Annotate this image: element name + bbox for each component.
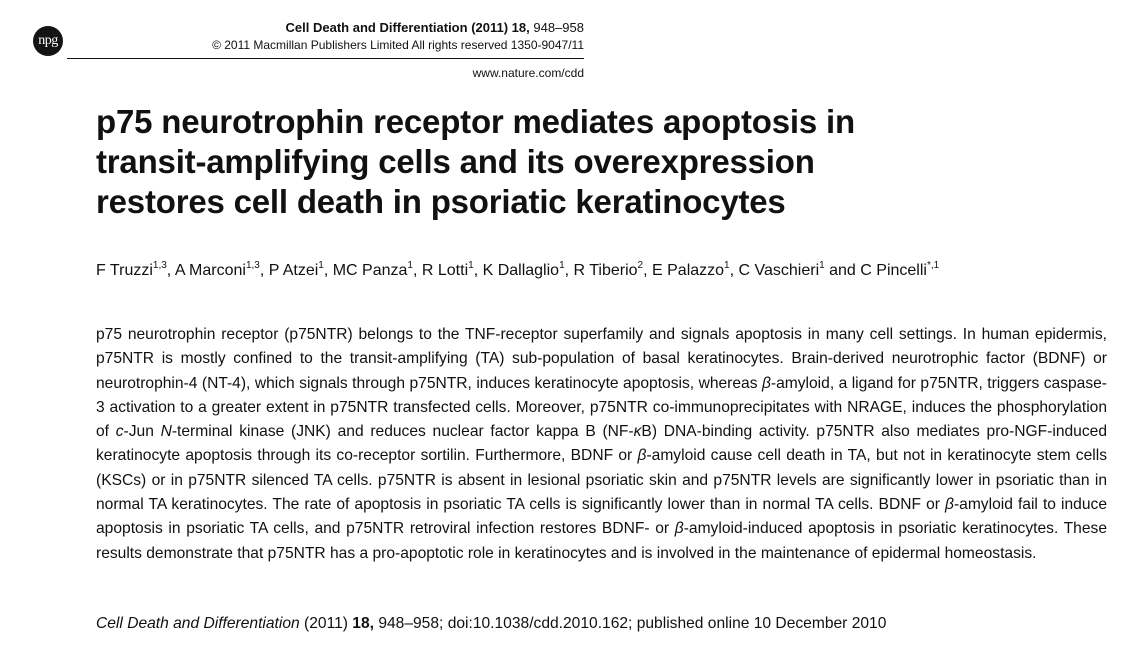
author-affiliation: 2	[637, 260, 644, 271]
abstract-run: p75 neurotrophin receptor (p75NTR) belongs to the TNF-receptor superfamily and signals apoptosis in many cell settings. In human epidermis, p75NTR is mostly confined to the transit-amplifying (TA) sub-population of basal keratinocytes. Brain-derived neurotrophic factor (BDNF) or neurotrophin-4 (NT-4), which signals through p75NTR, induces keratinocyte apoptosis, whereas	[96, 326, 1107, 392]
author	[860, 262, 939, 279]
abstract-run: -amyloid fail to induce apoptosis in psoriatic TA cells, and p75NTR retroviral infection restores BDNF- or	[96, 496, 1107, 538]
author-name: F Truzzi	[96, 262, 153, 279]
journal-pages: 948–958	[533, 20, 584, 35]
author-affiliation: 1	[468, 260, 474, 271]
journal-name: Cell Death and Differentiation	[285, 20, 468, 35]
author	[422, 262, 474, 279]
abstract-run: β	[674, 520, 684, 538]
abstract-run: -Jun	[123, 423, 161, 441]
author-name: C Vaschieri	[738, 262, 820, 279]
npg-logo: npg	[33, 26, 63, 56]
author-separator: ,	[166, 262, 175, 279]
abstract-run: -amyloid cause cell death in TA, but not in keratinocyte stem cells (KSCs) or in p75NTR silenced TA cells. p75NTR is absent in lesional psoriatic skin and p75NTR levels are significantly lower in psoriatic than in normal TA keratinocytes. The rate of apoptosis in psoriatic TA cells is significantly lower than in normal TA cells. BDNF or	[96, 447, 1108, 514]
journal-year-volume: (2011) 18,	[471, 20, 530, 35]
journal-header	[212, 20, 584, 53]
author-separator: ,	[323, 262, 333, 279]
author-name: E Palazzo	[652, 262, 725, 279]
title-line: transit-amplifying cells and its overexpression	[96, 143, 815, 180]
citation-run: (2011)	[299, 615, 353, 632]
abstract-text	[96, 323, 1107, 566]
abstract-run: β	[945, 496, 954, 514]
author-name: R Tiberio	[573, 262, 638, 279]
journal-reference	[212, 20, 584, 35]
author-affiliation: 1	[724, 260, 730, 271]
author-separator: ,	[259, 262, 269, 279]
author	[269, 262, 324, 279]
journal-url[interactable]: www.nature.com/cdd	[472, 66, 584, 80]
article-title	[96, 102, 1056, 222]
author-affiliation: 1	[819, 260, 825, 271]
author	[175, 262, 260, 279]
author-separator: ,	[729, 262, 739, 279]
citation-line	[96, 615, 886, 633]
author-affiliation: 1,3	[245, 260, 260, 271]
abstract-run: B) DNA-binding activity. p75NTR also mediates pro-NGF-induced keratinocyte apoptosis through its co-receptor sortilin. Furthermore, BDNF or	[96, 423, 1107, 465]
author	[739, 262, 825, 279]
author-affiliation: 1	[559, 260, 565, 271]
author-list	[96, 262, 939, 280]
citation-run: Cell Death and Differentiation	[96, 615, 300, 632]
author	[652, 262, 730, 279]
copyright-line: © 2011 Macmillan Publishers Limited All rights reserved 1350-9047/11	[212, 38, 584, 52]
author	[333, 262, 413, 279]
citation-run: 18,	[352, 615, 374, 632]
author-affiliation: 1,3	[152, 260, 167, 271]
author-separator: ,	[473, 262, 483, 279]
abstract-run: N	[160, 423, 172, 441]
author-separator: ,	[564, 262, 574, 279]
author-affiliation: *,1	[926, 260, 940, 271]
author-affiliation: 1	[407, 260, 413, 271]
abstract-run: β	[761, 374, 771, 392]
author	[574, 262, 644, 279]
author-separator: ,	[643, 262, 652, 279]
author-name: R Lotti	[421, 262, 469, 279]
author-separator: and	[824, 262, 861, 279]
abstract-run: β	[637, 447, 647, 465]
citation-run: 948–958; doi:10.1038/cdd.2010.162; published online 10 December 2010	[373, 615, 887, 632]
abstract	[96, 323, 1107, 566]
author-separator: ,	[412, 262, 422, 279]
abstract-run: -terminal kinase (JNK) and reduces nuclear factor kappa B (NF-	[171, 423, 634, 441]
author-name: P Atzei	[268, 262, 319, 279]
author-name: K Dallaglio	[482, 262, 560, 279]
abstract-run: -amyloid, a ligand for p75NTR, triggers caspase-3 activation to a greater extent in p75NTR transfected cells. Moreover, p75NTR co-immunoprecipitates with NRAGE, induces the phosphorylation of	[96, 374, 1107, 441]
abstract-run: κ	[633, 423, 642, 441]
title-line: p75 neurotrophin receptor mediates apoptosis in	[96, 103, 855, 140]
author-name: MC Panza	[332, 262, 408, 279]
author-affiliation: 1	[318, 260, 324, 271]
author-name: C Pincelli	[860, 262, 927, 279]
abstract-run: c	[115, 423, 124, 441]
author	[483, 262, 565, 279]
abstract-run: -amyloid-induced apoptosis in psoriatic keratinocytes. These results demonstrate that p75NTR has a pro-apoptotic role in keratinocytes and is involved in the maintenance of epidermal homeostasis.	[96, 520, 1107, 562]
author-name: A Marconi	[174, 262, 246, 279]
header-divider	[67, 58, 584, 59]
title-line: restores cell death in psoriatic keratinocytes	[96, 183, 786, 220]
author	[96, 262, 167, 279]
